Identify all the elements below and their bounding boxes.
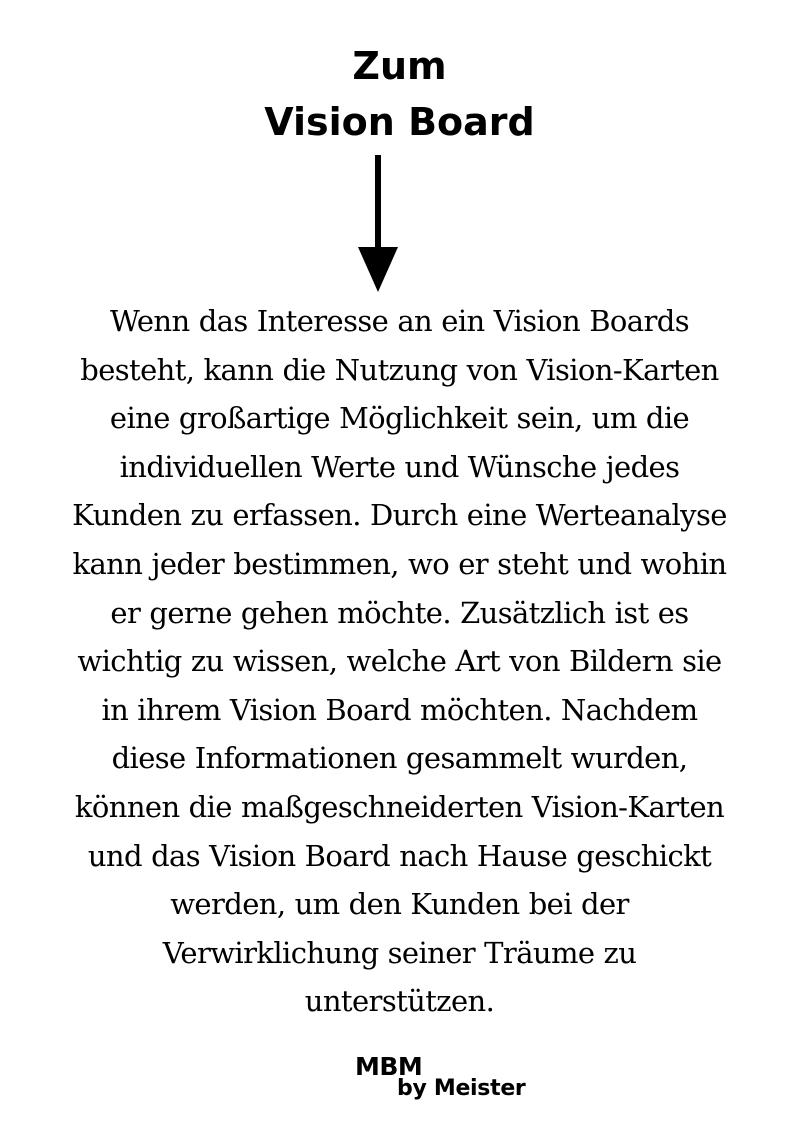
body-line: individuellen Werte und Wünsche jedes — [119, 449, 680, 484]
body-line: Kunden zu erfassen. Durch eine Werteanalyse — [72, 498, 727, 533]
body-paragraph — [14, 297, 785, 1026]
arrow-down-icon — [355, 155, 401, 295]
body-line: unterstützen. — [304, 984, 495, 1019]
body-line: besteht, kann die Nutzung von Vision-Karten — [80, 352, 719, 387]
page-title — [0, 38, 799, 150]
body-line: eine großartige Möglichkeit sein, um die — [109, 401, 690, 436]
body-line: diese Informationen gesammelt wurden, — [111, 741, 688, 776]
body-line: Verwirklichung seiner Träume zu — [162, 935, 637, 970]
body-line: in ihrem Vision Board möchten. Nachdem — [101, 692, 698, 727]
logo-tagline: by Meister — [397, 1076, 526, 1101]
body-line: er gerne gehen möchte. Zusätzlich ist es — [110, 595, 689, 630]
body-line: werden, um den Kunden bei der — [170, 887, 629, 922]
title-line-1: Zum — [352, 44, 447, 88]
body-line: können die maßgeschneiderten Vision-Karten — [74, 789, 725, 824]
body-line: Wenn das Interesse an ein Vision Boards — [110, 304, 689, 338]
brand-logo — [355, 1052, 545, 1112]
logo-brand: MBM — [355, 1052, 423, 1081]
title-line-2: Vision Board — [264, 100, 535, 144]
body-line: kann jeder bestimmen, wo er steht und wohin — [72, 546, 727, 581]
body-line: und das Vision Board nach Hause geschickt — [87, 838, 712, 873]
body-line: wichtig zu wissen, welche Art von Bildern sie — [77, 644, 722, 679]
